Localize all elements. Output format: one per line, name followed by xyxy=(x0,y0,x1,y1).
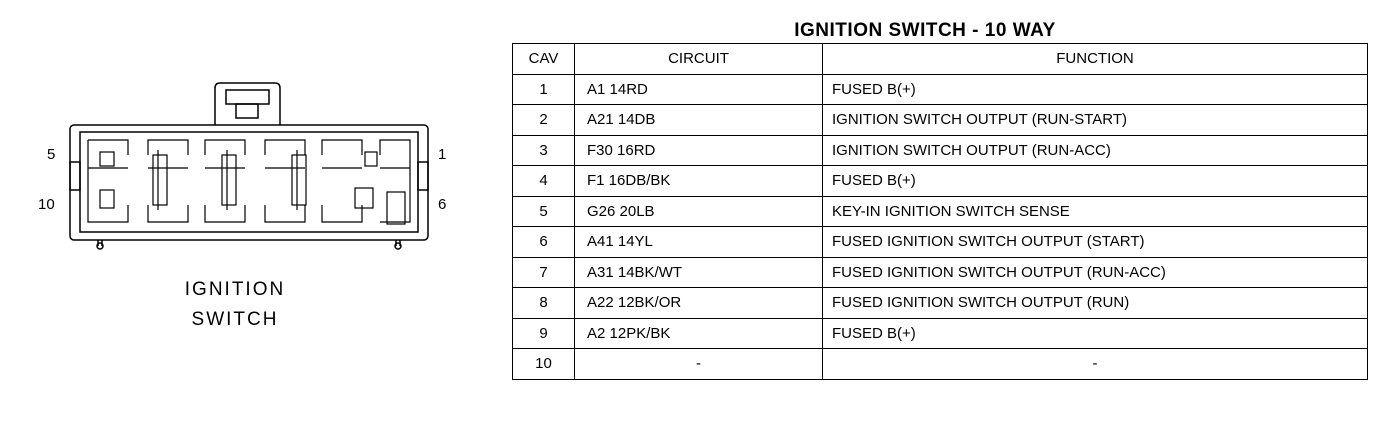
circuit-cell: A22 12BK/OR xyxy=(575,288,823,319)
circuit-cell: - xyxy=(575,349,823,380)
table-row xyxy=(513,74,1368,105)
cavity-grid xyxy=(88,140,410,224)
table-row xyxy=(513,196,1368,227)
function-cell: IGNITION SWITCH OUTPUT (RUN-ACC) xyxy=(823,135,1368,166)
cav-cell: 8 xyxy=(513,288,575,319)
function-cell: KEY-IN IGNITION SWITCH SENSE xyxy=(823,196,1368,227)
cav-cell: 2 xyxy=(513,105,575,136)
function-cell: FUSED B(+) xyxy=(823,166,1368,197)
function-cell: - xyxy=(823,349,1368,380)
pin-label-bottom-left: 10 xyxy=(38,196,55,213)
component-name xyxy=(150,275,320,335)
table-title: IGNITION SWITCH - 10 WAY xyxy=(794,20,1056,41)
circuit-cell: A1 14RD xyxy=(575,74,823,105)
pin-label-top-right: 1 xyxy=(438,146,447,163)
circuit-cell: F30 16RD xyxy=(575,135,823,166)
table-row xyxy=(513,166,1368,197)
cav-cell: 7 xyxy=(513,257,575,288)
cav-cell: 9 xyxy=(513,318,575,349)
function-cell: FUSED IGNITION SWITCH OUTPUT (START) xyxy=(823,227,1368,258)
pin-label-bottom-right: 6 xyxy=(438,196,447,213)
function-cell: IGNITION SWITCH OUTPUT (RUN-START) xyxy=(823,105,1368,136)
table-row xyxy=(513,349,1368,380)
header-circuit: CIRCUIT xyxy=(575,44,823,75)
cav-cell: 10 xyxy=(513,349,575,380)
cav-cell: 4 xyxy=(513,166,575,197)
pinout-table xyxy=(512,43,1368,380)
table-row xyxy=(513,105,1368,136)
function-cell: FUSED B(+) xyxy=(823,318,1368,349)
function-cell: FUSED IGNITION SWITCH OUTPUT (RUN) xyxy=(823,288,1368,319)
pin-label-top-left: 5 xyxy=(47,146,56,163)
circuit-cell: A2 12PK/BK xyxy=(575,318,823,349)
circuit-cell: A31 14BK/WT xyxy=(575,257,823,288)
circuit-cell: G26 20LB xyxy=(575,196,823,227)
cav-cell: 1 xyxy=(513,74,575,105)
table-row xyxy=(513,288,1368,319)
connector-drawing xyxy=(0,0,500,420)
cav-cell: 5 xyxy=(513,196,575,227)
table-row xyxy=(513,227,1368,258)
table-row xyxy=(513,318,1368,349)
circuit-cell: A41 14YL xyxy=(575,227,823,258)
circuit-cell: F1 16DB/BK xyxy=(575,166,823,197)
connector-body xyxy=(70,125,428,240)
function-cell: FUSED IGNITION SWITCH OUTPUT (RUN-ACC) xyxy=(823,257,1368,288)
component-name-line1: IGNITION xyxy=(184,279,286,300)
table-row xyxy=(513,135,1368,166)
function-cell: FUSED B(+) xyxy=(823,74,1368,105)
cav-cell: 3 xyxy=(513,135,575,166)
table-row xyxy=(513,257,1368,288)
connector-figure xyxy=(0,0,500,420)
header-cav: CAV xyxy=(513,44,575,75)
header-function: FUNCTION xyxy=(823,44,1368,75)
circuit-cell: A21 14DB xyxy=(575,105,823,136)
component-name-line2: SWITCH xyxy=(191,309,279,330)
cav-cell: 6 xyxy=(513,227,575,258)
table-header-row xyxy=(513,44,1368,75)
